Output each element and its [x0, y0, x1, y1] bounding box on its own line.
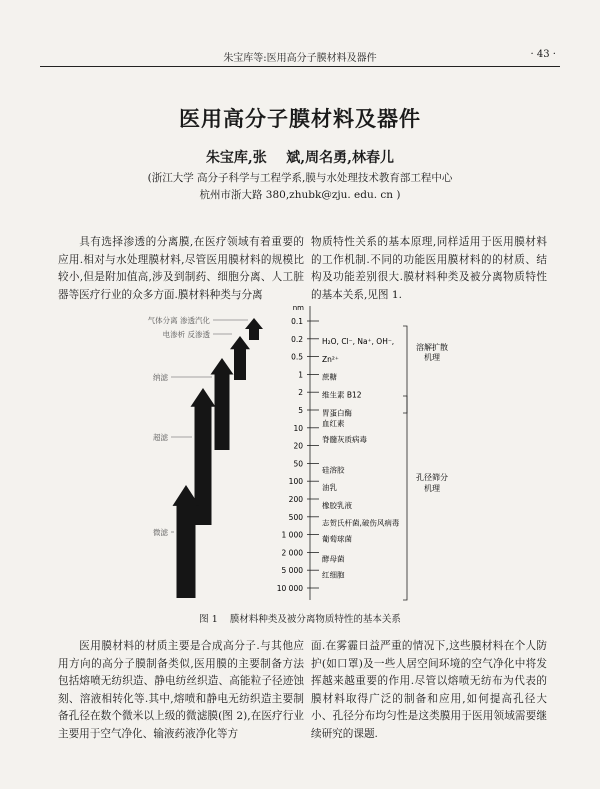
scale-tick-label: 1 — [298, 370, 303, 380]
membrane-classification-diagram — [120, 300, 480, 605]
scale-tick-label: 200 — [288, 495, 303, 504]
affiliation-line-1: (浙江大学 高分子科学与工程学系,膜与水处理技术教育部工程中心 — [147, 172, 453, 184]
scale-tick-label: 5 — [298, 406, 303, 415]
scale-tick-label: 2 000 — [281, 548, 303, 558]
mechanism-label-diffusion: 溶解扩散 — [416, 343, 448, 352]
scale-tick-label: 2 — [298, 388, 303, 398]
substance-label: 胃蛋白酶 — [322, 408, 352, 418]
substance-label: 志贺氏杆菌,破伤风病毒 — [322, 518, 400, 528]
scale-tick-label: 20 — [293, 441, 303, 451]
figure-caption: 图 1 膜材料种类及被分离物质特性的基本关系 — [199, 614, 401, 625]
substance-label: 红细胞 — [322, 570, 345, 580]
body-column-left-bottom — [58, 638, 304, 744]
membrane-arrow — [173, 485, 200, 598]
mechanism-label-diffusion: 机理 — [424, 353, 440, 362]
scale-tick-label: 5 000 — [281, 566, 303, 576]
scale-tick-label: 10 000 — [276, 584, 303, 593]
paragraph-materials-continued: 面.在雾霾日益严重的情况下,这些膜材料在个人防护(如口罩)及一些人居空间环境的空气净化中将发挥越来越重要的作用.尽管以熔喷无纺布为代表的膜材料取得广泛的制备和应用,如何提高孔径大小、孔径分布均匀性是这类膜用于医用领域需要继续研究的课题. — [311, 640, 547, 740]
substance-label: 维生素 B12 — [322, 390, 362, 400]
affiliation-line-2: 杭州市浙大路 380,zhubk@zju. edu. cn ) — [199, 189, 401, 201]
mechanism-label-sieving: 孔径筛分 — [416, 473, 448, 482]
bracket-sieving — [403, 396, 407, 600]
body-column-left-top — [58, 234, 304, 304]
running-header — [40, 46, 560, 67]
substance-label: 橡胶乳液 — [322, 500, 352, 510]
substance-label: Zn²⁺ — [322, 354, 339, 364]
membrane-type-label: 超滤 — [153, 433, 168, 442]
scale-tick-label: 1 000 — [281, 530, 303, 540]
scale-tick-label: 50 — [293, 459, 303, 469]
membrane-type-label: 气体分离 渗透汽化 — [147, 316, 210, 325]
membrane-arrow — [230, 336, 250, 380]
article-authors: 朱宝库,张 斌,周名勇,林春儿 — [205, 150, 395, 166]
scale-tick-label: 0.5 — [291, 352, 303, 362]
mechanism-label-sieving: 机理 — [424, 484, 440, 493]
paragraph-materials: 医用膜材料的材质主要是合成高分子.与其他应用方向的高分子膜制备类似,医用膜的主要制备方法包括熔喷无纺织造、静电纺丝织造、高能粒子径迹蚀刻、溶液相转化等.其中,熔喷和静电无纺织造主要制备孔径在数个微米以上级的微滤膜(图 2),在医疗行业主要用于空气净化、输液药液净化等方 — [58, 640, 304, 740]
membrane-type-label: 电渗析 反渗透 — [162, 330, 210, 339]
body-column-right-top — [311, 234, 547, 304]
substance-label: 酵母菌 — [322, 554, 345, 564]
bracket-solution-diffusion — [403, 326, 407, 413]
substance-label: 蔗糖 — [322, 372, 337, 382]
scale-tick-label: 0.1 — [291, 317, 303, 326]
page-number: · 43 · — [530, 49, 556, 60]
scale-tick-label: 100 — [288, 477, 303, 487]
paragraph-intro: 具有选择渗透的分离膜,在医疗领域有着重要的应用.相对与水处理膜材料,尽管医用膜材料的规模比较小,但是附加值高,涉及到制药、细胞分离、人工脏器等医疗行业的众多方面.膜材料种类与分离 — [58, 236, 304, 301]
membrane-type-label: 微滤 — [153, 528, 168, 537]
running-title: 朱宝库等:医用高分子膜材料及器件 — [223, 53, 377, 64]
body-column-right-bottom — [311, 638, 547, 744]
membrane-arrow — [211, 358, 234, 450]
substance-label: 硅溶胶 — [322, 465, 345, 475]
paragraph-intro-continued: 物质特性关系的基本原理,同样适用于医用膜材料的工作机制.不同的功能医用膜材料的的材质、结构及功能差别很大.膜材料种类及被分离物质特性的基本关系,见图 1. — [311, 236, 547, 301]
figure-1 — [120, 300, 480, 605]
substance-label: 油乳 — [322, 483, 337, 493]
substance-label: 血红素 — [322, 419, 345, 429]
article-title: 医用高分子膜材料及器件 — [179, 106, 421, 131]
unit-label: nm — [292, 304, 304, 312]
scale-tick-label: 10 — [293, 423, 303, 433]
scale-tick-label: 500 — [288, 512, 303, 522]
membrane-type-label: 纳滤 — [153, 373, 168, 382]
membrane-arrow — [245, 318, 263, 340]
scale-tick-label: 0.2 — [291, 334, 303, 344]
substance-label: H₂O, Cl⁻, Na⁺, OH⁻, — [322, 337, 395, 347]
substance-label: 葡萄球菌 — [322, 534, 352, 544]
substance-label: 脊髓灰质病毒 — [322, 435, 367, 445]
